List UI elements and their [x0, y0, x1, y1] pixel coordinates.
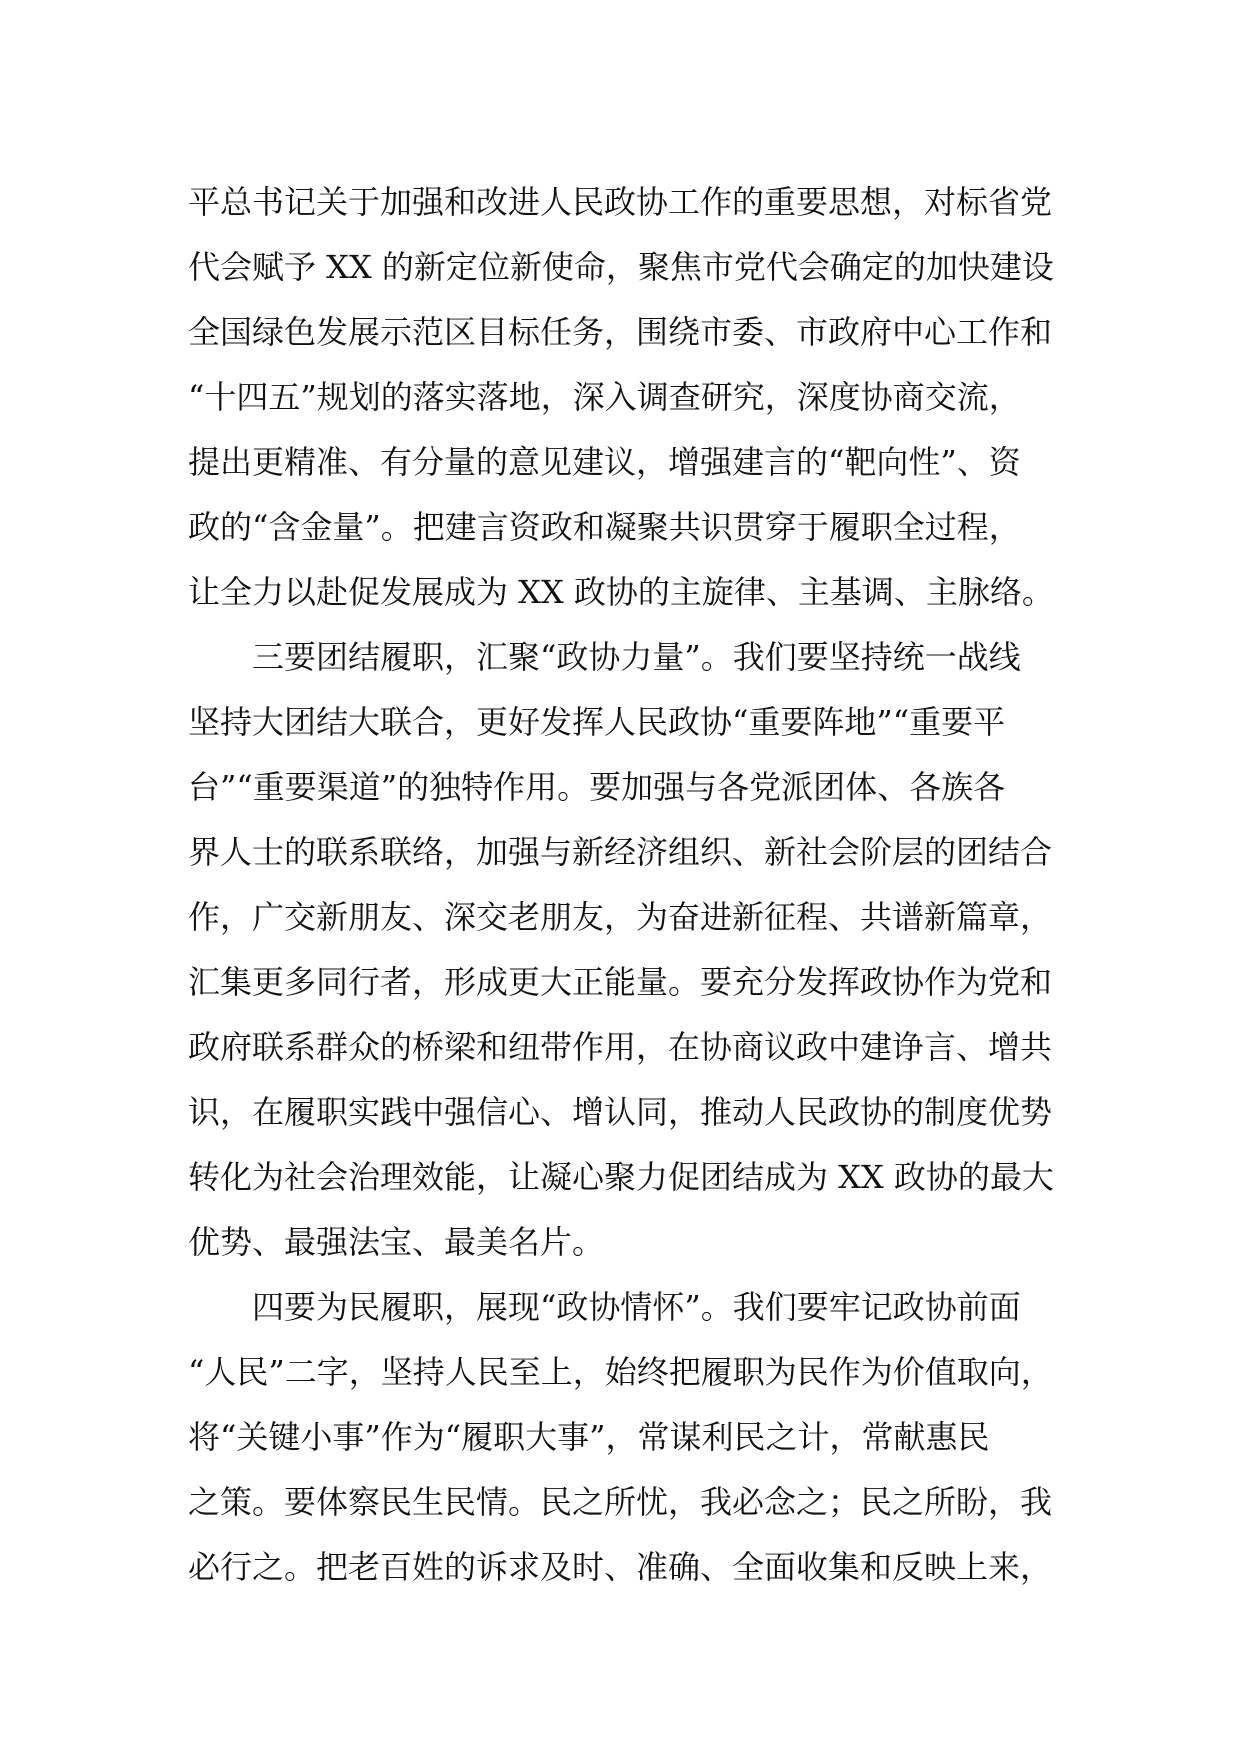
text-line: 必行之。把老百姓的诉求及时、准确、全面收集和反映上来，	[188, 1548, 1053, 1586]
text-line: 汇集更多同行者，形成更大正能量。要充分发挥政协作为党和	[188, 963, 1053, 1001]
text-line: 政的“含金量”。把建言资政和凝聚共识贯穿于履职全过程，	[188, 508, 1021, 546]
text-line: 优势、最强法宝、最美名片。	[188, 1223, 605, 1261]
text-line: 平总书记关于加强和改进人民政协工作的重要思想，对标省党	[188, 183, 1053, 221]
text-line: 识，在履职实践中强信心、增认同，推动人民政协的制度优势	[188, 1093, 1053, 1131]
text-line: 代会赋予 XX 的新定位新使命，聚焦市党代会确定的加快建设	[188, 248, 1054, 286]
text-line: 提出更精准、有分量的意见建议，增强建言的“靶向性”、资	[188, 443, 1021, 481]
text-line: 界人士的联系联络，加强与新经济组织、新社会阶层的团结合	[188, 833, 1053, 871]
text-line: 之策。要体察民生民情。民之所忧，我必念之；民之所盼，我	[188, 1483, 1053, 1521]
text-line: 台”“重要渠道”的独特作用。要加强与各党派团体、各族各	[188, 768, 1006, 806]
text-line: “十四五”规划的落实落地，深入调查研究，深度协商交流，	[188, 378, 1021, 416]
text-line: 将“关键小事”作为“履职大事”，常谋利民之计，常献惠民	[188, 1418, 990, 1456]
text-line: 全国绿色发展示范区目标任务，围绕市委、市政府中心工作和	[188, 313, 1053, 351]
paragraph-start-line: 三要团结履职，汇聚“政协力量”。我们要坚持统一战线	[252, 638, 1021, 676]
paragraph-start-line: 四要为民履职，展现“政协情怀”。我们要牢记政协前面	[252, 1288, 1021, 1326]
text-line: “人民”二字，坚持人民至上，始终把履职为民作为价值取向，	[188, 1353, 1053, 1391]
text-line: 转化为社会治理效能，让凝心聚力促团结成为 XX 政协的最大	[188, 1158, 1054, 1196]
body-text	[188, 170, 1088, 1600]
text-line: 坚持大团结大联合，更好发挥人民政协“重要阵地”“重要平	[188, 703, 1006, 741]
text-line: 让全力以赴促发展成为 XX 政协的主旋律、主基调、主脉络。	[188, 573, 1054, 611]
text-line: 作，广交新朋友、深交老朋友，为奋进新征程、共谱新篇章，	[188, 898, 1053, 936]
text-line: 政府联系群众的桥梁和纽带作用，在协商议政中建诤言、增共	[188, 1028, 1053, 1066]
